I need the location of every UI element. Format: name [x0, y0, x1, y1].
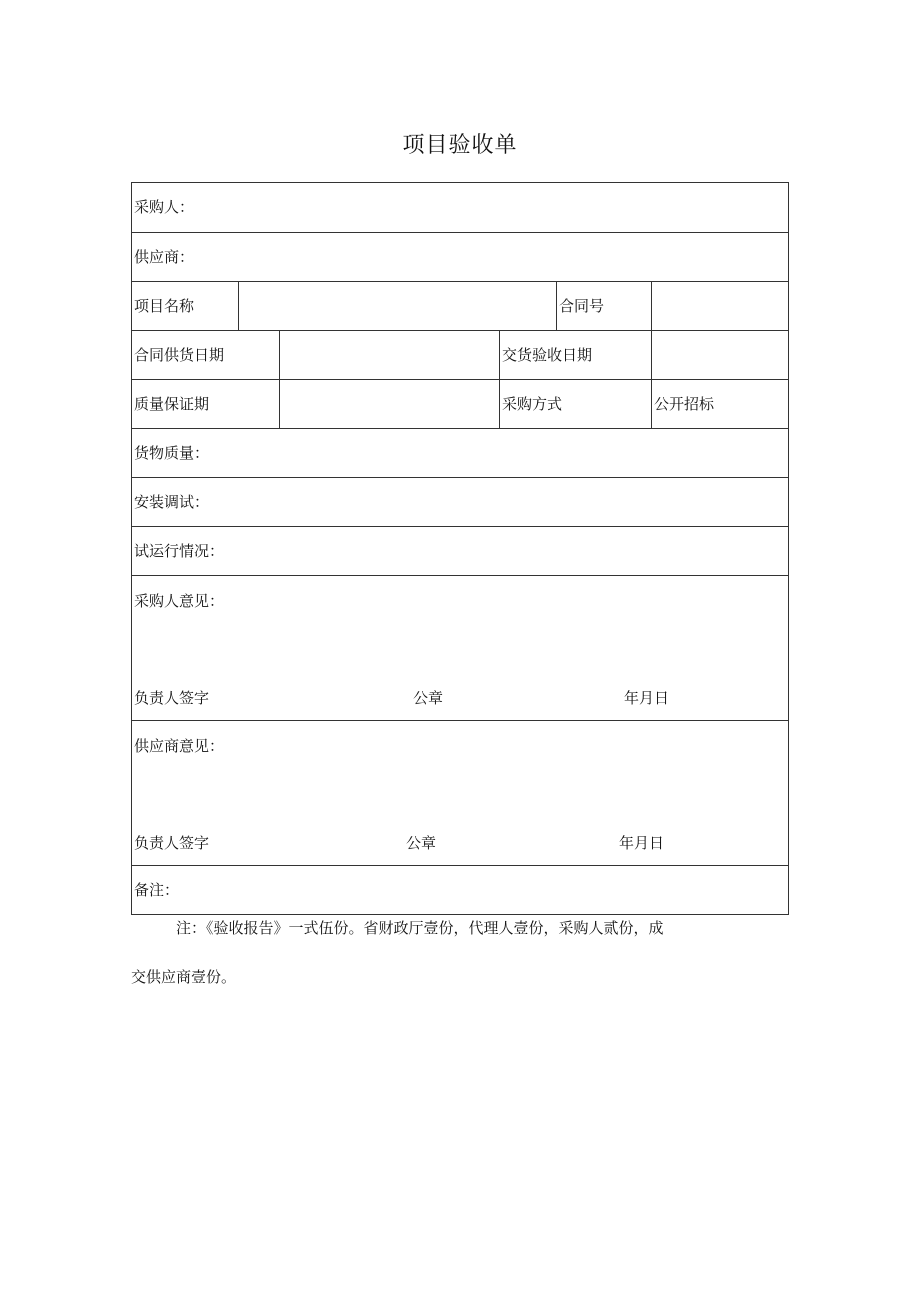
- purchaser-label: 采购人：: [134, 198, 195, 216]
- project-name-label: 项目名称: [134, 297, 195, 315]
- installation-row: [132, 478, 788, 527]
- note-line-1: 注：《验收报告》一式伍份。省财政厅壹份，代理人壹份，采购人贰份，成: [176, 919, 664, 937]
- note-line-2: 交供应商壹份。: [131, 968, 237, 986]
- supplier-row: [132, 233, 788, 282]
- purchaser-opinion-label: 采购人意见：: [134, 592, 225, 610]
- contract-no-value[interactable]: [651, 282, 788, 330]
- warranty-row: [132, 380, 788, 429]
- remarks-label: 备注：: [134, 881, 180, 899]
- purchaser-date-label: 年月日: [624, 689, 670, 707]
- supplier-label: 供应商：: [134, 248, 195, 266]
- supplier-seal-label: 公章: [406, 834, 437, 852]
- contract-no-label: 合同号: [556, 282, 651, 330]
- supplier-date-label: 年月日: [619, 834, 665, 852]
- warranty-value[interactable]: [279, 380, 499, 428]
- remarks-row: [132, 866, 788, 914]
- contract-delivery-date-label: 合同供货日期: [134, 346, 225, 364]
- purchaser-row: [132, 183, 788, 233]
- page-title: 项目验收单: [402, 133, 518, 158]
- project-row: [132, 282, 788, 331]
- procurement-method-value[interactable]: 公开招标: [651, 380, 788, 428]
- acceptance-date-label: 交货验收日期: [499, 331, 651, 379]
- goods-quality-label: 货物质量：: [134, 444, 210, 462]
- acceptance-form: [131, 182, 789, 915]
- supplier-opinion-label: 供应商意见：: [134, 737, 225, 755]
- acceptance-date-value[interactable]: [651, 331, 788, 379]
- installation-label: 安装调试：: [134, 493, 210, 511]
- goods-quality-row: [132, 429, 788, 478]
- delivery-date-row: [132, 331, 788, 380]
- warranty-label: 质量保证期: [134, 395, 210, 413]
- contract-delivery-date-value[interactable]: [279, 331, 499, 379]
- supplier-signature-label: 负责人签字: [134, 834, 210, 852]
- purchaser-seal-label: 公章: [413, 689, 444, 707]
- purchaser-opinion-row: [132, 576, 788, 721]
- project-name-value[interactable]: [238, 282, 556, 330]
- supplier-opinion-row: [132, 721, 788, 866]
- purchaser-signature-label: 负责人签字: [134, 689, 210, 707]
- trial-run-row: [132, 527, 788, 576]
- trial-run-label: 试运行情况：: [134, 542, 225, 560]
- procurement-method-label: 采购方式: [499, 380, 651, 428]
